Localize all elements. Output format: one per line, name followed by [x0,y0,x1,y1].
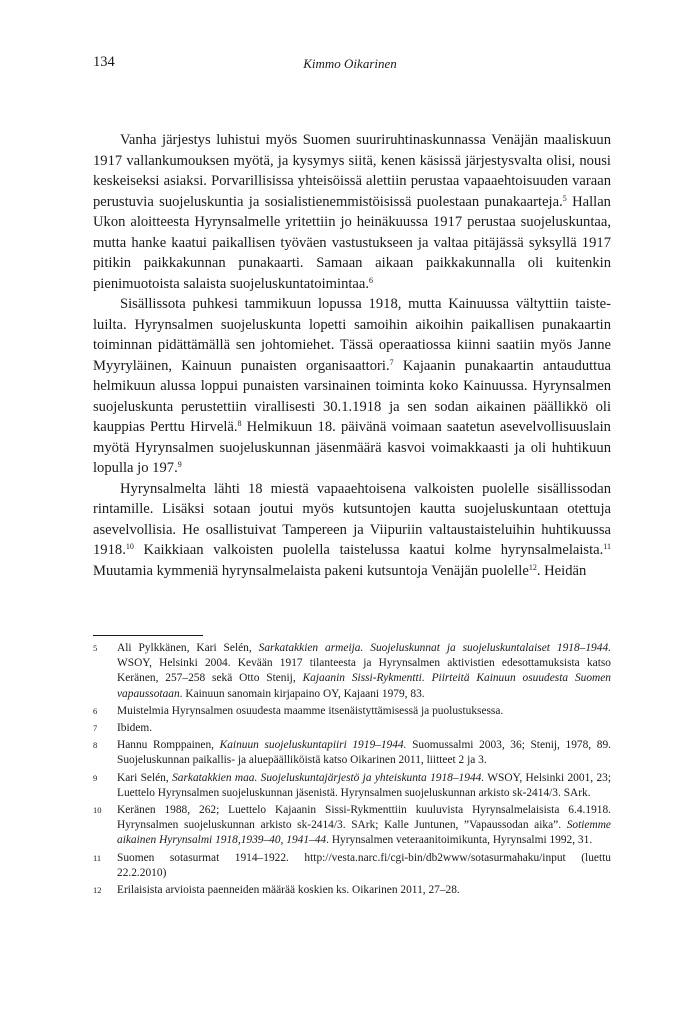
footnote-number: 12 [93,885,102,896]
footnote-number: 7 [93,723,98,734]
footnote-text [117,771,611,801]
text-run: WSOY, Helsinki 2004. Kevään 1917 tilanteesta ja Hyrynsalmen aktivistien edesottamuksista katso Keränen, 257–258 sekä Otto Stenij, [117,657,611,685]
text-run: . Heidän [536,562,587,579]
footnote-number: 8 [93,740,98,751]
footnote-ref: 7 [389,357,394,367]
text-run: Hallan Ukon aloitteesta Hyrynsalmelle yritettiin jo heinäkuussa 1917 perustaa suojeluskuntaa, mutta hanke kaatui paikallisen työväen vastustukseen ja valtaa pitäjässä syksyllä 1917 pitikin paikkakunnan punakaarti. Samaan aikaan paikkakunnalla oli kuitenkin pienimuotoista salaista suojeluskuntatoimintaa. [93,193,611,292]
italic-title: Sarkatakkien armeija. Suojeluskunnat ja suojeluskuntalaiset 1918–1944. [258,642,611,654]
footnote-number: 6 [93,705,98,716]
footnote [93,721,611,736]
text-run: Kaikkiaan valkoisten puolella taistelussa kaatui kolme hyrynsalmelaista. [133,542,604,558]
footnote-text [117,721,611,736]
footnote-text [117,738,611,768]
footnote-text [117,803,611,849]
footnote-number: 5 [93,643,98,653]
main-text [93,130,611,581]
text-run: Kari Selén, [117,771,173,784]
text-run: Ali Pylkkänen, Kari Selén, [117,642,259,654]
footnote-ref: 12 [528,562,537,572]
text-run: WSOY, Helsinki 2001, 23; Luettelo Hyrynsalmen suojeluskunnan jäsenistä. Hyrynsalmen suojeluskunnan arkisto sk-2414/3. SArk. [117,771,611,799]
text-run: Vanha järjestys luhistui myös Suomen suuriruhtinaskunnassa Venäjän maaliskuun 1917 vallankumouksen myötä, ja kysymys siitä, kenen käsissä järjestysvalta olisi, nousi keskeiseksi asiaksi. Porvarillisissa yhteisöissä alettiin perustaa vapaaehtoisuuden varaan perustuvia suojeluskuntia ja sosialistienemmistöisissä puolestaan punakaarteja. [93,132,611,210]
text-run: Helmikuun 18. päivänä voimaan saatetun asevelvollisuuslain myötä Hyrynsalmen suojeluskunnan jäsenmäärä kasvoi voimakkaasti ja oli huhtikuun lopulla jo 197. [93,419,611,476]
italic-title: Kajaanin Sissi-Rykmentti. Piirteitä Kainuun osuudesta Suomen vapaussotaan [117,672,612,700]
text-run: Keränen 1988, 262; Luettelo Kajaanin Sissi-Rykmenttiin kuuluvista Hyrynsalmelaisista 6.4.1918. Hyrynsalmen suojeluskunnan arkisto sk-2414/3. SArk; Kalle Juntunen, ”Vapaussodan aika”. [117,804,611,832]
footnote [93,883,611,898]
footnote-text [117,641,611,702]
footnote [93,803,611,849]
paragraph [93,294,611,479]
footnote-text [117,851,611,881]
text-run: . Kainuun sanomain kirjapaino OY, Kajaani 1979, 83. [179,687,425,700]
footnote [93,704,611,719]
paragraph [93,479,611,582]
footnote-ref: 11 [603,542,611,551]
footnote-divider [93,635,203,636]
text-run: Sisällissota puhkesi tammikuun lopussa 1918, mutta Kainuussa vältyttiin taisteluilta. Hyrynsalmen suojeluskunta lopetti samoihin aikoihin paikallisen punakaartin toiminnan pidättämällä sen johtomiehet. Tässä operaatiossa kiinni saatiin myös Janne Myyryläinen, Kainuun punaisten organisaattori. [93,296,611,374]
footnote [93,738,611,768]
text-run: Hannu Romppainen, [117,739,220,752]
footnote-ref: 8 [237,419,242,428]
page-number: 134 [93,54,115,70]
text-run: Kajaanin punakaartin antauduttua helmikuun alussa loppui punaisten varsinainen toiminta koko Kainuussa. Hyrynsalmen suojeluskunta perustettiin virallisesti 30.1.1918 ja sen sodan aikainen päällikkö oli kauppias Perttu Hirvelä. [93,357,611,435]
text-run: Muistelmia Hyrynsalmen osuudesta maamme itsenäistyttämisessä ja puolustuksessa. [117,704,504,717]
footnote-number: 11 [93,852,102,863]
text-run: Erilaisista arvioista paenneiden määrää koskien ks. Oikarinen 2011, 27–28. [117,884,460,897]
text-run: Muutamia kymmeniä hyrynsalmelaista pakeni kutsuntoja Venäjän puolelle [93,562,529,579]
footnote-ref: 9 [177,460,182,469]
footnote-text [117,704,611,719]
text-run: Suomen sotasurmat 1914–1922. http://vesta.narc.fi/cgi-bin/db2www/sotasurmahaku/input (luettu 22.2.2010) [117,851,611,879]
text-run: Suomussalmi 2003, 36; Stenij, 1978, 89. Suojeluskunnan paikallis- ja aluepäälliköistä katso Oikarinen 2011, liitteet 2 ja 3. [117,739,611,767]
text-run: Hyrynsalmelta lähti 18 miestä vapaaehtoisena valkoisten puolelle sisällissodan rintamille. Lisäksi sotaan joutui myös kutsuntojen kautta suojeluskuntaan otettuja asevelvollisia. He osallistuivat Tampereen ja Viipuriin valtaustaisteluihin huhtikuussa 1918. [93,480,611,558]
text-run: . Hyrynsalmen veteraanitoimikunta, Hyrynsalmi 1992, 31. [326,834,593,847]
paragraph [93,130,611,294]
running-title: Kimmo Oikarinen [303,56,397,71]
footnote-text [117,883,611,898]
italic-title: Sotiemme aikainen Hyrynsalmi 1918,1939–40, 1941–44 [117,819,611,847]
footnote-ref: 6 [369,275,374,285]
text-run: Ibidem. [117,722,153,735]
italic-title: Kainuun suojeluskuntapiiri 1919–1944. [219,739,407,752]
footnote [93,641,611,702]
italic-title: Sarkatakkien maa. Suojeluskuntajärjestö ja yhteiskunta 1918–1944. [172,771,485,784]
footnote-number: 9 [93,772,98,783]
footnotes [93,641,611,900]
footnote [93,771,611,801]
footnote-number: 10 [93,805,102,816]
footnote-ref: 5 [562,193,567,203]
footnote [93,851,611,881]
footnote-ref: 10 [125,542,134,551]
